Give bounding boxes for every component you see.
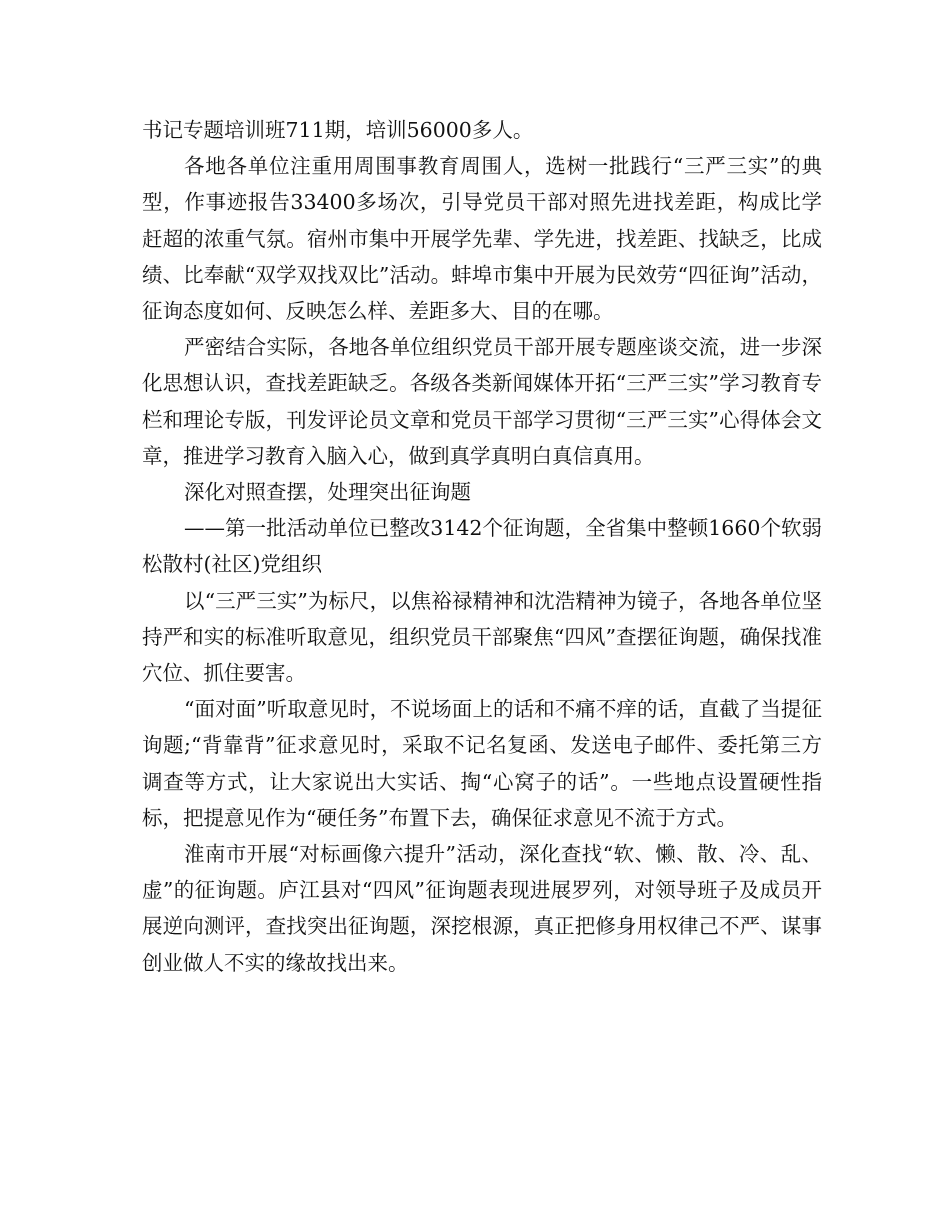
paragraph-4: 以“三严三实”为标尺，以焦裕禄精神和沈浩精神为镜子，各地各单位坚持严和实的标准听取意见，组织党员干部聚焦“四风”查摆征询题，确保找准穴位、抓住要害。 xyxy=(142,588,822,686)
paragraph-6: 淮南市开展“对标画像六提升”活动，深化查找“软、懒、散、冷、乱、虚”的征询题。庐江县对“四风”征询题表现进展罗列，对领导班子及成员开展逆向测评，查找突出征询题，深挖根源，真正把修身用权律己不严、谋事创业做人不实的缘故找出来。 xyxy=(142,842,822,975)
section-heading: 深化对照查摆，处理突出征询题 xyxy=(184,480,471,505)
paragraph-5: “面对面”听取意见时，不说场面上的话和不痛不痒的话，直截了当提征询题;“背靠背”征求意见时，采取不记名复函、发送电子邮件、委托第三方调查等方式，让大家说出大实话、掏“心窝子的话”。一些地点设置硬性指标，把提意见作为“硬任务”布置下去，确保征求意见不流于方式。 xyxy=(142,697,822,830)
paragraph-2: 各地各单位注重用周围事教育周围人，选树一批践行“三严三实”的典型，作事迹报告33400多场次，引导党员干部对照先进找差距，构成比学赶超的浓重气氛。宿州市集中开展学先辈、学先进，找差距、找缺乏，比成绩、比奉献“双学双找双比”活动。蚌埠市集中开展为民效劳“四征询”活动，征询态度如何、反映怎么样、差距多大、目的在哪。 xyxy=(142,154,822,324)
paragraph-3: 严密结合实际，各地各单位组织党员干部开展专题座谈交流，进一步深化思想认识，查找差距缺乏。各级各类新闻媒体开拓“三严三实”学习教育专栏和理论专版，刊发评论员文章和党员干部学习贯彻“三严三实”心得体会文章，推进学习教育入脑入心，做到真学真明白真信真用。 xyxy=(142,335,822,468)
paragraph-1: 书记专题培训班711期，培训56000多人。 xyxy=(142,118,534,142)
section-subheading: ——第一批活动单位已整改3142个征询题，全省集中整顿1660个软弱松散村(社区)党组织 xyxy=(142,516,822,577)
document-body xyxy=(142,112,822,981)
